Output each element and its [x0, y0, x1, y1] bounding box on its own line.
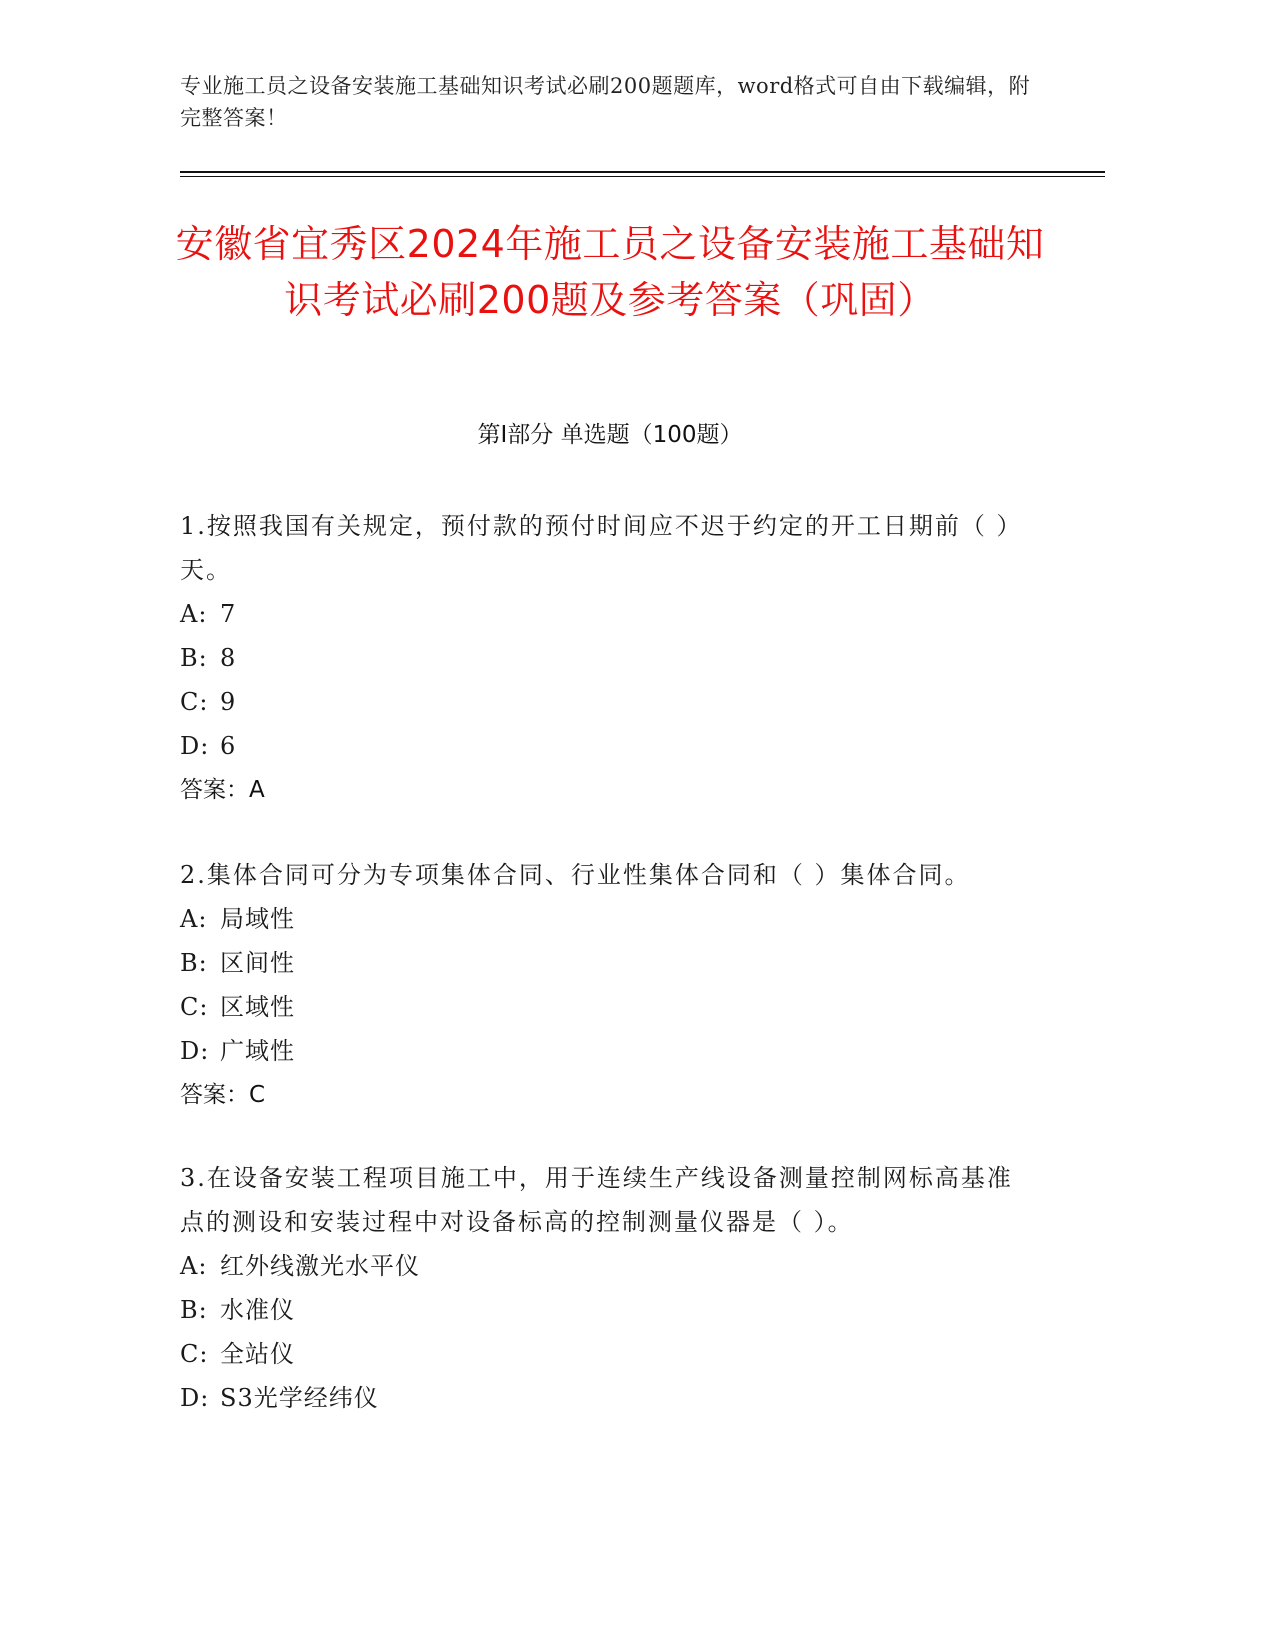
option-text: 8 — [220, 644, 237, 672]
option-a — [180, 897, 1030, 941]
option-letter: D: — [180, 1384, 210, 1412]
header-divider-thin — [180, 176, 1105, 177]
option-a — [180, 1244, 1030, 1288]
option-letter: B: — [180, 1296, 208, 1324]
header-note: 专业施工员之设备安装施工基础知识考试必刷200题题库，word格式可自由下载编辑，附完整答案！ — [180, 74, 1031, 130]
option-letter: C: — [180, 688, 209, 716]
answer-line: 答案：C — [180, 1082, 266, 1108]
option-a — [180, 592, 1030, 636]
option-letter: A: — [180, 905, 208, 933]
option-text: 9 — [220, 688, 237, 716]
option-c — [180, 1332, 1030, 1376]
question-stem: 3.在设备安装工程项目施工中，用于连续生产线设备测量控制网标高基准点的测设和安装过程中对设备标高的控制测量仪器是（ ）。 — [180, 1164, 1013, 1236]
option-text: 局域性 — [220, 905, 295, 933]
option-letter: D: — [180, 732, 210, 760]
option-letter: B: — [180, 644, 208, 672]
answer-line: 答案：A — [180, 777, 265, 803]
option-b — [180, 636, 1030, 680]
option-d — [180, 1376, 1030, 1420]
document-title: 安徽省宜秀区2024年施工员之设备安装施工基础知识考试必刷200题及参考答案（巩固） — [175, 222, 1045, 322]
option-letter: A: — [180, 1252, 208, 1280]
question-stem: 2.集体合同可分为专项集体合同、行业性集体合同和（ ）集体合同。 — [180, 861, 971, 889]
question-2 — [180, 853, 1030, 1117]
option-text: 红外线激光水平仪 — [220, 1252, 420, 1280]
option-b — [180, 941, 1030, 985]
option-c — [180, 985, 1030, 1029]
question-stem: 1.按照我国有关规定，预付款的预付时间应不迟于约定的开工日期前（ ）天。 — [180, 512, 1023, 584]
option-letter: A: — [180, 600, 208, 628]
header-divider-thick — [180, 171, 1105, 173]
option-text: 区域性 — [220, 993, 295, 1021]
option-text: 广域性 — [220, 1037, 295, 1065]
option-text: 全站仪 — [220, 1340, 295, 1368]
question-3 — [180, 1156, 1030, 1420]
option-text: 7 — [220, 600, 237, 628]
option-text: 6 — [220, 732, 237, 760]
option-b — [180, 1288, 1030, 1332]
section-heading: 第Ⅰ部分 单选题（100题） — [477, 422, 743, 448]
option-c — [180, 680, 1030, 724]
option-letter: B: — [180, 949, 208, 977]
option-letter: C: — [180, 1340, 209, 1368]
option-text: 水准仪 — [220, 1296, 295, 1324]
question-1 — [180, 504, 1030, 812]
option-text: S3光学经纬仪 — [220, 1384, 379, 1412]
option-d — [180, 724, 1030, 768]
option-letter: D: — [180, 1037, 210, 1065]
option-d — [180, 1029, 1030, 1073]
option-text: 区间性 — [220, 949, 295, 977]
option-letter: C: — [180, 993, 209, 1021]
